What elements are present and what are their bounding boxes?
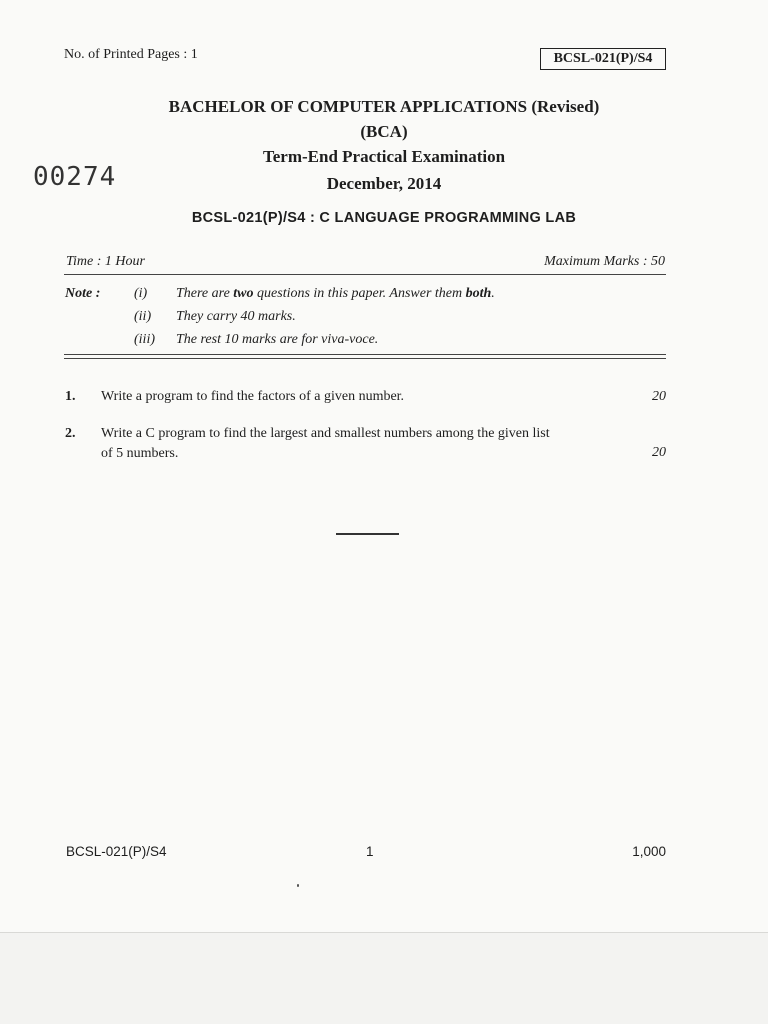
exam-duration: Time : 1 Hour	[66, 254, 145, 269]
note-item-text: The rest 10 marks are for viva-voce.	[176, 332, 379, 347]
maximum-marks: Maximum Marks : 50	[544, 254, 665, 269]
question-number: 2.	[65, 426, 76, 441]
scan-speck	[297, 884, 299, 887]
question-marks: 20	[652, 389, 666, 404]
note-item-text: They carry 40 marks.	[176, 309, 296, 324]
exam-title: Term-End Practical Examination	[262, 147, 506, 166]
note-item-number: (ii)	[134, 309, 152, 324]
question-text-continued: of 5 numbers.	[101, 446, 179, 461]
divider	[64, 354, 666, 355]
note-item-text: There are two questions in this paper. Answer them both.	[176, 286, 495, 301]
question-number: 1.	[65, 389, 76, 404]
note-label: Note :	[65, 286, 101, 301]
exam-session: December, 2014	[326, 174, 442, 193]
programme-title: BACHELOR OF COMPUTER APPLICATIONS (Revised)	[168, 97, 600, 116]
question-text: Write a C program to find the largest and smallest numbers among the given list	[101, 426, 550, 441]
note-item-number: (i)	[134, 286, 148, 301]
printed-pages-count: No. of Printed Pages : 1	[64, 47, 198, 62]
paper-code-box: BCSL-021(P)/S4	[540, 48, 666, 70]
question-text: Write a program to find the factors of a given number.	[101, 389, 405, 404]
page-edge	[0, 932, 768, 933]
question-marks: 20	[652, 445, 666, 460]
note-item-number: (iii)	[134, 332, 155, 347]
end-of-paper-rule	[336, 533, 399, 535]
footer-paper-code: BCSL-021(P)/S4	[66, 844, 167, 859]
serial-number: 00274	[33, 162, 117, 192]
divider	[64, 358, 666, 359]
footer-page-number: 1	[366, 844, 374, 859]
divider	[64, 274, 666, 275]
programme-abbreviation: (BCA)	[360, 122, 408, 141]
footer-copies: 1,000	[632, 844, 666, 859]
course-title: BCSL-021(P)/S4 : C LANGUAGE PROGRAMMING LAB	[191, 210, 577, 226]
